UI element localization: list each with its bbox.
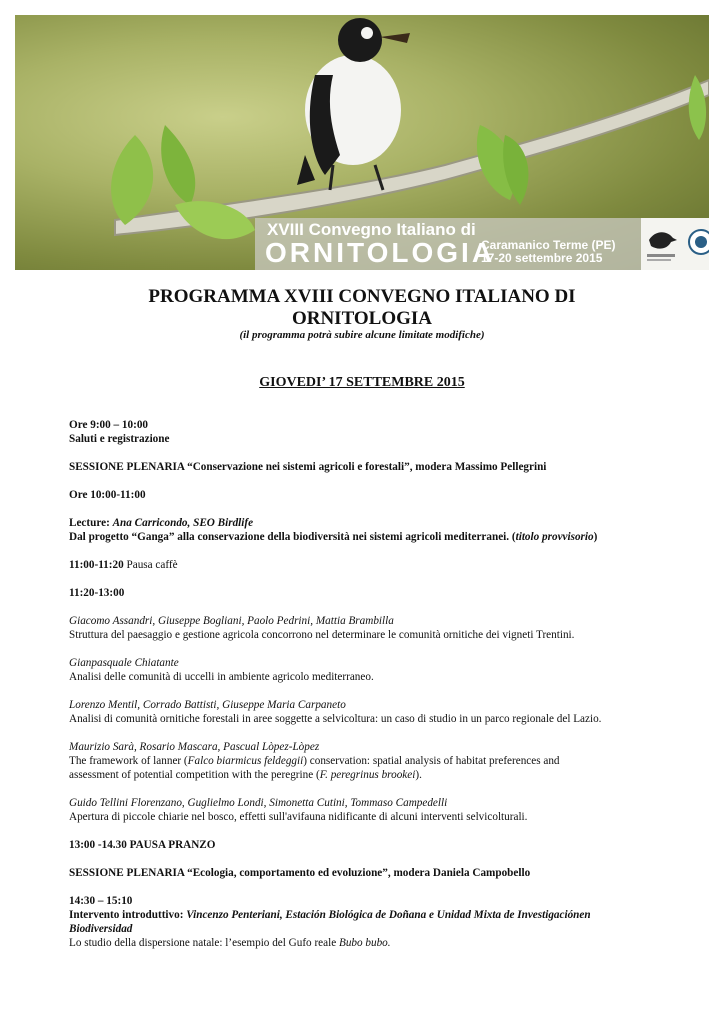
talk-title [69, 768, 669, 782]
talk-item [69, 698, 669, 726]
banner-place-dates [481, 239, 616, 265]
slot-time: Ore 9:00 – 10:00 [69, 419, 149, 431]
slot-time-2: Ore 10:00-11:00 [69, 489, 146, 501]
intro-title-text: Lo studio della dispersione natale: l’esempio del Gufo reale [69, 937, 339, 949]
talk-item [69, 740, 669, 782]
talk-authors: Lorenzo Mentil, Corrado Battisti, Giuseppe Maria Carpaneto [69, 699, 346, 711]
slot-time-3: 11:20-13:00 [69, 587, 125, 599]
talk-item [69, 614, 669, 642]
slot-time-4: 14:30 – 15:10 [69, 895, 133, 907]
lecture-title-note: titolo provvisorio [515, 531, 594, 543]
note-close: ) [480, 329, 485, 341]
talk-item [69, 796, 669, 824]
plenary-session-1: SESSIONE PLENARIA “Conservazione nei sistemi agricoli e forestali”, modera Massimo Pellegrini [69, 461, 547, 473]
sponsor-logos [641, 218, 709, 270]
program-body [69, 418, 669, 964]
lecture-block [69, 516, 669, 544]
talk-authors: Guido Tellini Florenzano, Guglielmo Londi, Simonetta Cutini, Tommaso Campedelli [69, 797, 448, 809]
talk-title: Analisi di comunità ornitiche forestali in aree soggette a selvicoltura: un caso di studio in un parco regionale del Lazio. [69, 713, 602, 725]
talk-authors: Maurizio Sarà, Rosario Mascara, Pascual Lòpez-Lòpez [69, 741, 320, 753]
talk-title-species: Falco biarmicus feldeggii [187, 755, 304, 767]
talk-authors: Giacomo Assandri, Giuseppe Bogliani, Paolo Pedrini, Mattia Brambilla [69, 615, 394, 627]
intro-label: Intervento introduttivo: [69, 909, 187, 921]
page-title-line2: ORNITOLOGIA [291, 308, 433, 329]
intro-speaker: Vincenzo Penteriani, Estación Biológica de Doñana e Unidad Mixta de Investigaciónen [186, 909, 591, 921]
day-heading: GIOVEDI’ 17 SETTEMBRE 2015 [259, 375, 465, 390]
lecture-label: Lecture: [69, 517, 113, 529]
banner-dates: 17-20 settembre 2015 [481, 251, 603, 265]
lecture-speaker: Ana Carricondo, SEO Birdlife [112, 517, 254, 529]
plenary-session-2: SESSIONE PLENARIA “Ecologia, comportamento ed evoluzione”, modera Daniela Campobello [69, 867, 531, 879]
coffee-break [69, 558, 669, 572]
talk-title: Struttura del paesaggio e gestione agricola concorrono nel determinare le comunità ornitiche dei vigneti Trentini. [69, 629, 575, 641]
talk-title [69, 754, 669, 768]
banner-caption-strip [255, 218, 709, 270]
intro-block [69, 894, 669, 950]
lecture-title-close: ) [593, 531, 598, 543]
session-welcome [69, 418, 669, 446]
intro-title [69, 936, 669, 950]
talk-authors: Gianpasquale Chiatante [69, 657, 179, 669]
banner-title-line1: XVIII Convegno Italiano di [267, 220, 476, 239]
talk-item [69, 656, 669, 684]
talk-title-part: assessment of potential competition with the peregrine ( [69, 769, 320, 781]
crow-logo-icon [641, 218, 709, 270]
intro-line [69, 908, 669, 922]
note-open: ( [239, 329, 244, 341]
program-note [0, 329, 724, 341]
talk-title: Analisi delle comunità di uccelli in ambiente agricolo mediterraneo. [69, 671, 374, 683]
note-text: il programma potrà subire alcune limitate modifiche [243, 329, 481, 341]
talk-title-part: ). [415, 769, 422, 781]
intro-speaker-cont: Biodiversidad [69, 923, 133, 935]
talk-title-part: The framework of lanner ( [69, 755, 188, 767]
lecture-title-text: Dal progetto “Ganga” alla conservazione della biodiversità nei sistemi agricoli mediterranei. ( [69, 531, 516, 543]
lecture-line [69, 516, 669, 530]
coffee-label: Pausa caffè [123, 559, 178, 571]
coffee-time: 11:00-11:20 [69, 559, 124, 571]
lunch-break: 13:00 -14.30 PAUSA PRANZO [69, 839, 216, 851]
talk-title: Apertura di piccole chiarie nel bosco, effetti sull'avifauna nidificante di alcuni interventi selvicolturali. [69, 811, 528, 823]
page-title-line1: PROGRAMMA XVIII CONVEGNO ITALIANO DI [148, 286, 576, 307]
lecture-title [69, 530, 669, 544]
intro-species: Bubo bubo. [338, 937, 391, 949]
banner-title-line2: ORNITOLOGIA [265, 237, 496, 268]
talk-title-part: ) conservation: spatial analysis of habitat preferences and [303, 755, 560, 767]
slot-title: Saluti e registrazione [69, 433, 170, 445]
banner-place: Caramanico Terme (PE) [481, 238, 616, 252]
talk-title-species: F. peregrinus brookei [319, 769, 416, 781]
header-banner [15, 15, 709, 270]
